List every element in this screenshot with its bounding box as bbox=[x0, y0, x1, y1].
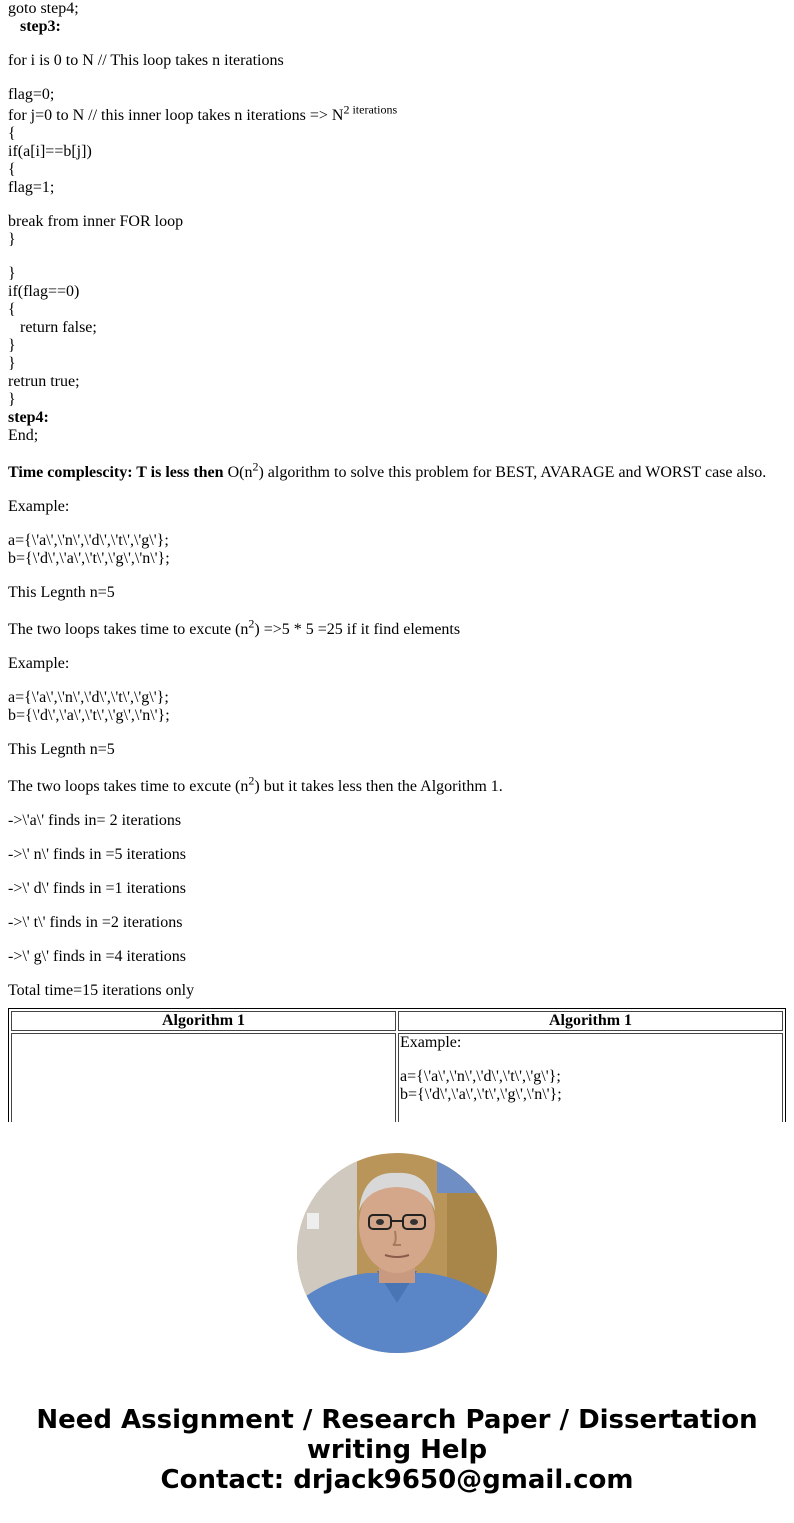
complexity-paragraph: Time complescity: T is less then $O(n^2)$ algorithm to solve this problem for BEST, AVARAGE and WORST case also. bbox=[8, 459, 767, 481]
array-b: b={\'d\',\'a\',\'t\',\'g\',\'n\'}; bbox=[8, 707, 170, 724]
code-line: break from inner FOR loop bbox=[8, 213, 184, 230]
find-line: ->\'a\' finds in= 2 iterations bbox=[8, 812, 182, 829]
code-line: End; bbox=[8, 427, 39, 444]
code-line: } bbox=[8, 337, 16, 354]
code-line: for j=0 to N // this inner loop takes n iterations => $N^{2 iterations}$ bbox=[8, 102, 398, 124]
example-title: Example: bbox=[8, 498, 70, 515]
length-text: This Legnth n=5 bbox=[8, 584, 115, 601]
code-line: if(a[i]==b[j]) bbox=[8, 143, 92, 160]
array-a: a={\'a\',\'n\',\'d\',\'t\',\'g\'}; bbox=[8, 532, 169, 549]
promo-line: Need Assignment / Research Paper / Dissertation bbox=[36, 1405, 758, 1435]
code-line: retrun true; bbox=[8, 373, 80, 390]
total-time: Total time=15 iterations only bbox=[8, 982, 195, 999]
promo-footer bbox=[0, 1122, 794, 1523]
code-line: flag=0; bbox=[8, 86, 55, 103]
code-line: } bbox=[8, 265, 16, 282]
code-line: } bbox=[8, 231, 16, 248]
array-a: a={\'a\',\'n\',\'d\',\'t\',\'g\'}; bbox=[8, 689, 169, 706]
table-cell-right: Example: a={\'a\',\'n\',\'d\',\'t\',\'g\'}; b={\'d\',\'a\',\'t\',\'g\',\'n\'}; bbox=[398, 1033, 783, 1122]
step4-label: step4: bbox=[8, 409, 49, 426]
avatar-image bbox=[297, 1153, 497, 1353]
code-line: { bbox=[8, 301, 16, 318]
example-title: Example: bbox=[8, 655, 70, 672]
array-b: b={\'d\',\'a\',\'t\',\'g\',\'n\'}; bbox=[8, 550, 170, 567]
find-line: ->\' d\' finds in =1 iterations bbox=[8, 880, 187, 897]
table-header: Algorithm 1 bbox=[398, 1011, 783, 1031]
code-line: { bbox=[8, 161, 16, 178]
loops-text: The two loops takes time to excute $(n^2)$ but it takes less then the Algorithm 1. bbox=[8, 773, 503, 795]
find-line: ->\' n\' finds in =5 iterations bbox=[8, 846, 187, 863]
code-line: } bbox=[8, 355, 16, 372]
find-line: ->\' g\' finds in =4 iterations bbox=[8, 948, 187, 965]
code-line: flag=1; bbox=[8, 179, 55, 196]
code-line: { bbox=[8, 125, 16, 142]
code-line: for i is 0 to N // This loop takes n iterations bbox=[8, 52, 284, 69]
superscript: 2 iterations bbox=[343, 102, 398, 117]
algorithm-table bbox=[8, 1008, 786, 1122]
code-line: } bbox=[8, 391, 16, 408]
code-line: if(flag==0) bbox=[8, 283, 80, 300]
document-content bbox=[8, 0, 786, 1122]
author-avatar bbox=[297, 1153, 497, 1353]
promo-contact: Contact: drjack9650@gmail.com bbox=[160, 1465, 634, 1495]
step3-label: step3: bbox=[20, 18, 61, 35]
table-header: Algorithm 1 bbox=[11, 1011, 396, 1031]
code-line: return false; bbox=[20, 319, 97, 336]
table-cell-left bbox=[11, 1033, 396, 1122]
find-line: ->\' t\' finds in =2 iterations bbox=[8, 914, 183, 931]
promo-line: writing Help bbox=[306, 1435, 488, 1465]
promo-text bbox=[0, 1405, 794, 1495]
loops-text: The two loops takes time to excute $(n^2) =>5 * 5 =25$ if it find elements bbox=[8, 616, 461, 638]
length-text: This Legnth n=5 bbox=[8, 741, 115, 758]
complexity-label: Time complescity: T is less then bbox=[8, 464, 224, 481]
code-line: goto step4; bbox=[8, 0, 79, 17]
